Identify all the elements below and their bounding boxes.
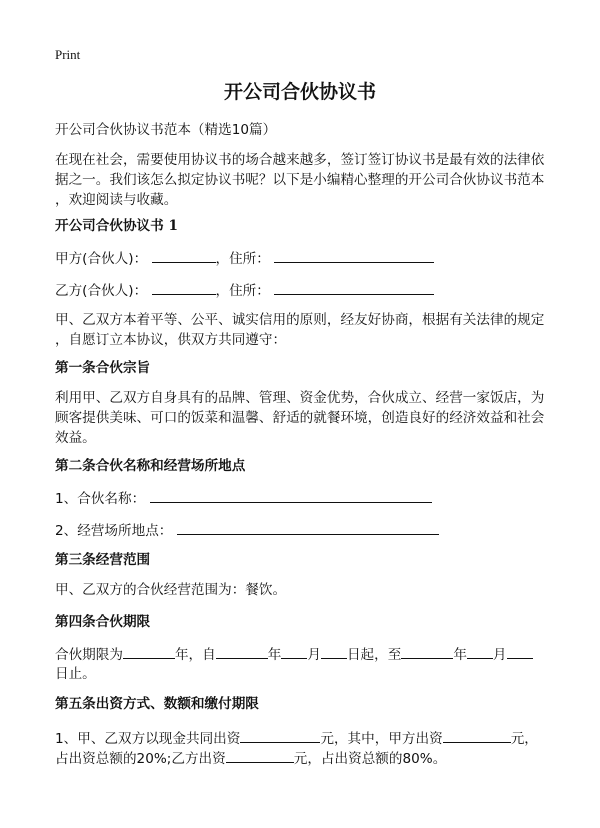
- text: 合伙期限为: [55, 647, 123, 663]
- label: 1、合伙名称：: [55, 491, 146, 507]
- article-heading: 第二条合伙名称和经营场所地点: [55, 458, 246, 474]
- blank: [240, 728, 320, 743]
- blank: [321, 644, 347, 659]
- text: 月: [492, 647, 507, 663]
- article-heading: 第四条合伙期限: [55, 614, 151, 630]
- term-end: 日止。: [55, 666, 96, 682]
- capital-line: [55, 748, 550, 769]
- text: 元，其中，甲方出资: [320, 731, 443, 747]
- page-title: 开公司合伙协议书: [223, 81, 376, 103]
- article-line: 顾客提供美味、可口的饭菜和温馨、舒适的就餐环境，创造良好的经济效益和社会: [55, 410, 545, 426]
- text: 月: [307, 647, 321, 663]
- blank: [216, 644, 268, 659]
- intro-line: ，欢迎阅读与收藏。: [55, 192, 178, 208]
- blank: [123, 644, 175, 659]
- intro-line: 在现在社会，需要使用协议书的场合越来越多，签订签订协议书是最有效的法律依: [55, 152, 545, 168]
- preamble-line: ，自愿订立本协议，供双方共同遵守：: [55, 332, 287, 348]
- article-heading: 第五条出资方式、数额和缴付期限: [55, 696, 259, 712]
- text: 日起，至: [346, 647, 402, 663]
- name-line: [55, 488, 550, 509]
- blank: [177, 520, 439, 535]
- label: ，住所：: [215, 283, 270, 299]
- text: 占出资总额的20%;乙方出资: [55, 751, 226, 767]
- section-heading: 开公司合伙协议书 1: [55, 218, 178, 234]
- text: 年，自: [174, 647, 216, 663]
- article-line: 效益。: [55, 430, 96, 446]
- blank: [507, 644, 533, 659]
- preamble-line: 甲、乙双方本着平等、公平、诚实信用的原则，经友好协商，根据有关法律的规定: [55, 312, 545, 328]
- blank: [150, 488, 432, 503]
- blank: [467, 644, 493, 659]
- blank: [152, 280, 216, 295]
- party-b-line: [55, 280, 550, 301]
- print-link[interactable]: Print: [55, 47, 81, 62]
- text: 1、甲、乙双方以现金共同出资: [55, 731, 241, 747]
- label: 甲方(合伙人)：: [55, 251, 148, 267]
- text: 元，占出资总额的80%。: [293, 751, 447, 767]
- article-line: 甲、乙双方的合伙经营范围为：餐饮。: [55, 582, 287, 598]
- label: 2、经营场所地点：: [55, 523, 173, 539]
- intro-line: 据之一。我们该怎么拟定协议书呢？以下是小编精心整理的开公司合伙协议书范本: [55, 172, 545, 188]
- article-heading: 第一条合伙宗旨: [55, 360, 151, 376]
- label: 乙方(合伙人)：: [55, 283, 148, 299]
- blank: [152, 248, 216, 263]
- party-a-line: [55, 248, 550, 269]
- text: 元，: [510, 731, 538, 747]
- text: 年: [267, 647, 282, 663]
- article-heading: 第三条经营范围: [55, 552, 151, 568]
- blank: [281, 644, 307, 659]
- blank: [226, 748, 294, 763]
- label: ，住所：: [215, 251, 270, 267]
- text: 年: [453, 647, 467, 663]
- blank: [401, 644, 453, 659]
- address-line: [55, 520, 550, 541]
- blank: [274, 248, 434, 263]
- subtitle: 开公司合伙协议书范本（精选10篇）: [55, 122, 277, 138]
- term-line: [55, 644, 550, 665]
- article-line: 利用甲、乙双方自身具有的品牌、管理、资金优势，合伙成立、经营一家饭店，为: [55, 390, 545, 406]
- blank: [274, 280, 434, 295]
- capital-line: [55, 728, 550, 749]
- blank: [443, 728, 511, 743]
